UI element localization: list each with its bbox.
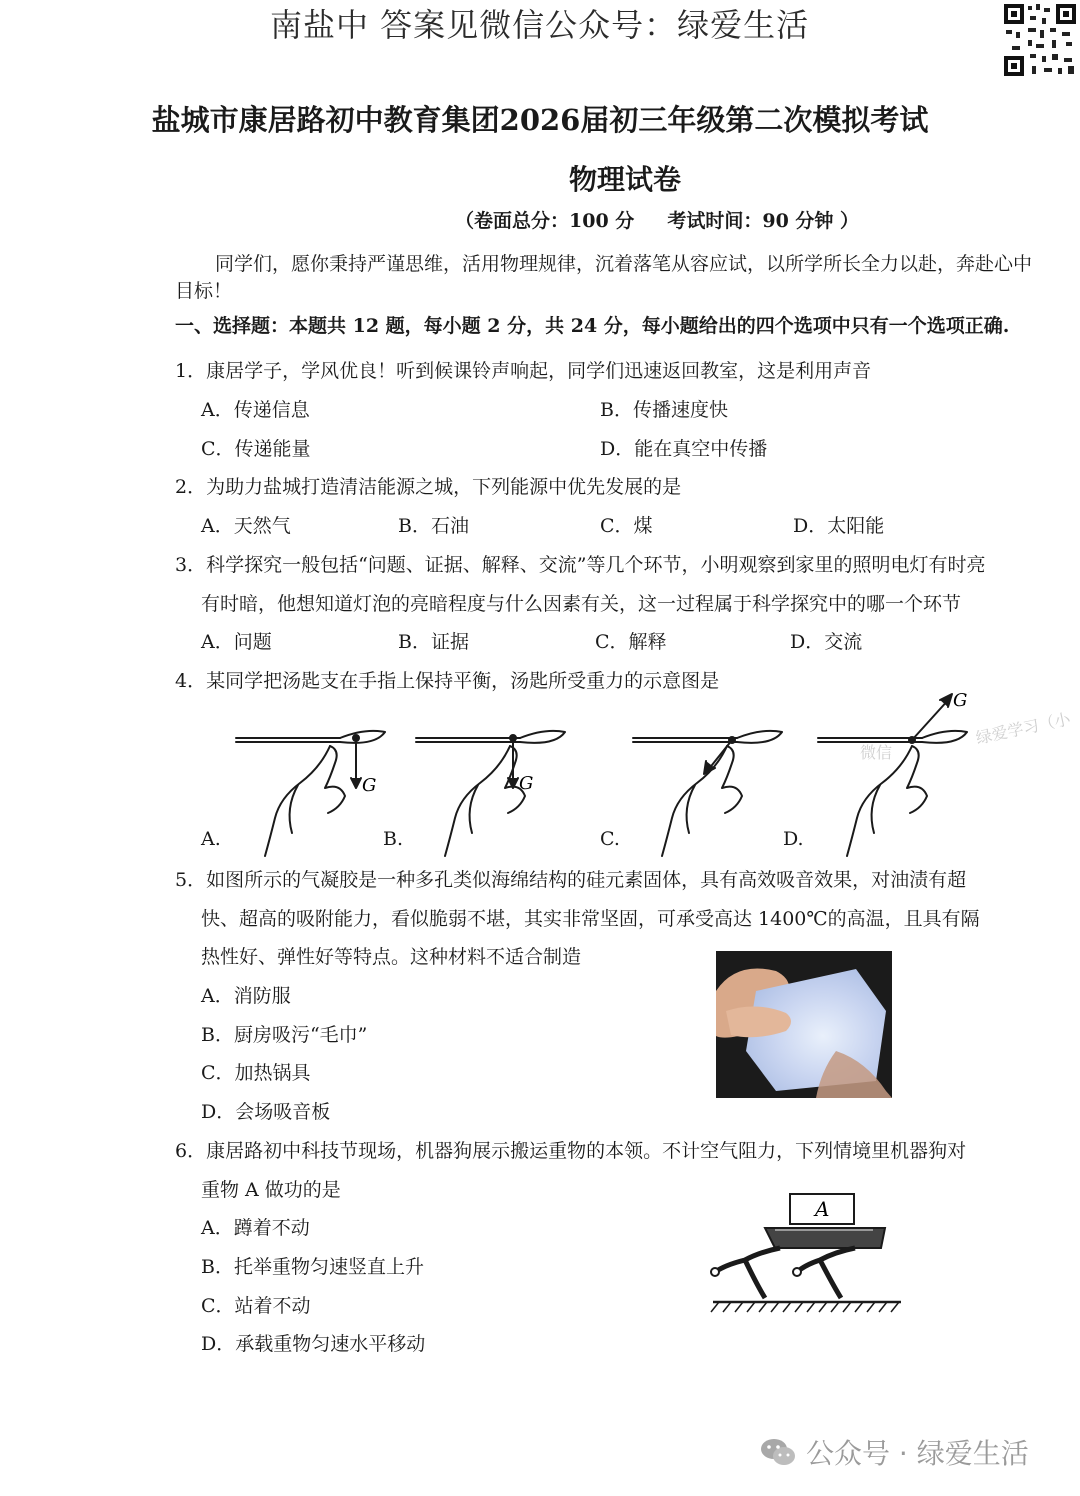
section-heading: 一、选择题：本题共 12 题，每小题 2 分，共 24 分，每小题给出的四个选项中只有一个选项正确. <box>175 315 1010 337</box>
figure-d-spoon-hand <box>818 694 967 856</box>
exam-subtitle: 物理试卷 <box>568 163 681 196</box>
question-5-option-c: C．加热锅具 <box>201 1062 311 1084</box>
figure-label-a: A. <box>201 828 221 850</box>
question-2-option-b: B．石油 <box>398 515 469 537</box>
wechat-icon <box>760 1437 796 1467</box>
greeting-paragraph: 同学们，愿你秉持严谨思维，活用物理规律，沉着落笔从容应试，以所学所长全力以赴，奔赴心中目标！ <box>175 253 1033 302</box>
footer-watermark <box>760 1432 1029 1472</box>
question-6-option-d: D．承载重物匀速水平移动 <box>201 1333 426 1355</box>
faint-watermark-2: 绿爱学习（小 <box>974 709 1073 748</box>
question-5-option-a: A．消防服 <box>201 985 291 1007</box>
question-3-option-b: B．证据 <box>398 631 469 653</box>
question-5-stem-line-3: 热性好、弹性好等特点。这种材料不适合制造 <box>201 946 582 968</box>
question-6-stem-line-2: 重物 A 做功的是 <box>201 1179 341 1201</box>
question-6-stem-line-1: 6．康居路初中科技节现场，机器狗展示搬运重物的本领。不计空气阻力，下列情境里机器狗对 <box>175 1140 967 1162</box>
figure-label-c: C. <box>600 828 620 850</box>
question-1-option-b: B．传播速度快 <box>600 399 728 421</box>
force-label-d: G <box>953 690 968 711</box>
question-2-option-c: C．煤 <box>600 515 653 537</box>
weight-box-label: A <box>815 1197 830 1221</box>
question-5-option-b: B．厨房吸污“毛巾” <box>201 1024 368 1046</box>
question-6-option-c: C．站着不动 <box>201 1295 311 1317</box>
figure-b-spoon-hand <box>416 731 565 856</box>
question-3-option-c: C．解释 <box>595 631 667 653</box>
question-5-stem-line-1: 5．如图所示的气凝胶是一种多孔类似海绵结构的硅元素固体，具有高效吸音效果，对油渍有超 <box>175 869 967 891</box>
question-1-option-a: A．传递信息 <box>201 399 310 421</box>
question-5-option-d: D．会场吸音板 <box>201 1101 331 1123</box>
figure-label-b: B. <box>383 828 404 850</box>
question-2-option-a: A．天然气 <box>201 515 291 537</box>
top-banner: 南盐中 答案见微信公众号：绿爱生活 <box>270 6 810 44</box>
figure-c-spoon-hand <box>633 731 782 856</box>
question-6-option-a: A．蹲着不动 <box>201 1217 310 1239</box>
force-label-a: G <box>362 775 377 796</box>
force-label-b: G <box>519 773 534 794</box>
question-2-stem: 2．为助力盐城打造清洁能源之城，下列能源中优先发展的是 <box>175 476 682 498</box>
question-1-stem: 1．康居学子，学风优良！听到候课铃声响起，同学们迅速返回教室，这是利用声音 <box>175 360 872 382</box>
question-2-option-d: D．太阳能 <box>793 515 885 537</box>
question-4-stem: 4．某同学把汤匙支在手指上保持平衡，汤匙所受重力的示意图是 <box>175 670 720 692</box>
question-3-stem-line-1: 3．科学探究一般包括“问题、证据、解释、交流”等几个环节，小明观察到家里的照明电灯有时亮 <box>175 554 986 576</box>
robot-dog-figure <box>705 1190 905 1318</box>
figure-label-d: D. <box>783 828 804 850</box>
question-6-option-b: B．托举重物匀速竖直上升 <box>201 1256 424 1278</box>
score-and-time: （卷面总分：100 分 考试时间：90 分钟 ） <box>455 210 860 232</box>
question-3-option-a: A．问题 <box>201 631 272 653</box>
exam-title: 盐城市康居路初中教育集团2026届初三年级第二次模拟考试 <box>151 103 929 137</box>
faint-watermark-1: 微信 <box>860 743 893 762</box>
question-1-option-c: C．传递能量 <box>201 438 311 460</box>
question-1-option-d: D．能在真空中传播 <box>600 438 768 460</box>
spoon-balance-figures <box>180 688 1060 858</box>
watermark-text: 公众号 · 绿爱生活 <box>806 1437 1029 1470</box>
aerogel-photo <box>716 951 892 1098</box>
qr-code-icon <box>1002 2 1078 78</box>
question-3-option-d: D．交流 <box>790 631 863 653</box>
question-3-stem-line-2: 有时暗，他想知道灯泡的亮暗程度与什么因素有关，这一过程属于科学探究中的哪一个环节 <box>201 593 962 615</box>
question-5-stem-line-2: 快、超高的吸附能力，看似脆弱不堪，其实非常坚固，可承受高达 1400℃的高温，且具有隔 <box>201 908 980 930</box>
